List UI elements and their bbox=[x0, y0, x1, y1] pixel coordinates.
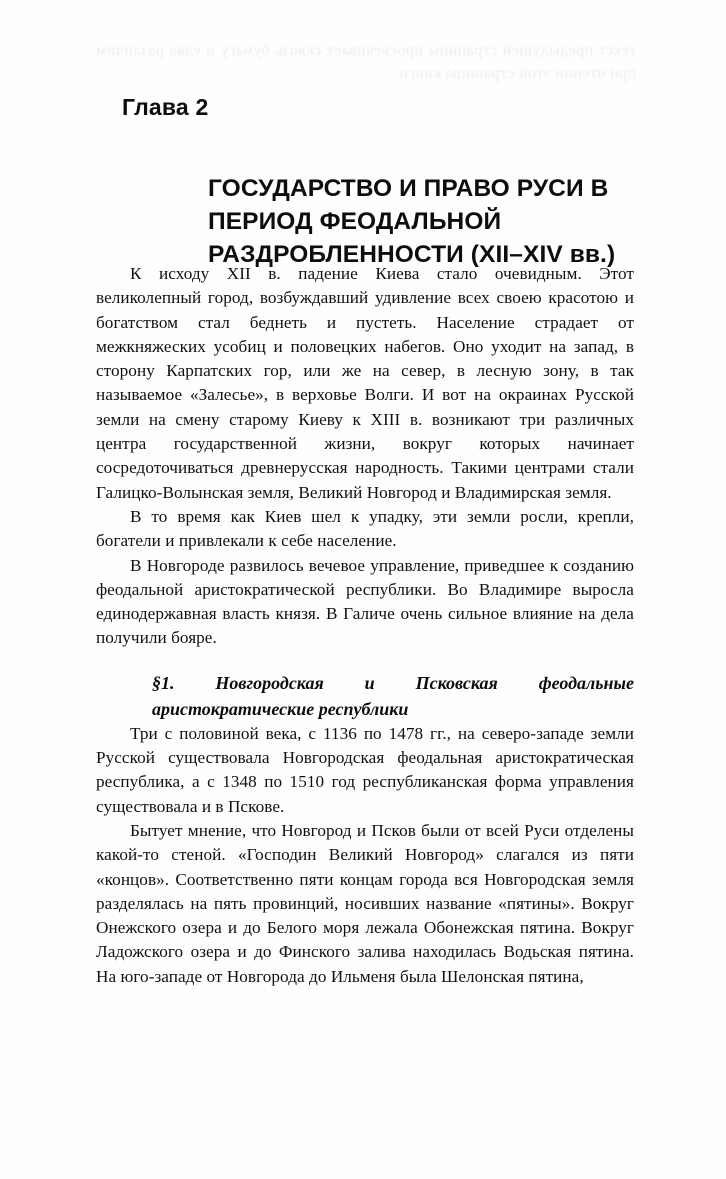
show-through-text: текст предыдущей страницы просвечивает сквозь бумагу и едва различим при чтении этой страницы книги bbox=[96, 42, 636, 82]
paragraph: В то время как Киев шел к упадку, эти земли росли, крепли, богатели и привлекали к себе население. bbox=[96, 506, 634, 551]
body-text bbox=[96, 262, 634, 989]
section-heading: §1. Новгородская и Псковская феодальные аристократические республики bbox=[152, 672, 634, 719]
chapter-label: Глава 2 bbox=[122, 94, 209, 120]
paragraph: В Новгороде развилось вечевое управление, приведшее к созданию феодальной аристократической республики. Во Владимире выросла единодержавная власть князя. В Галиче очень сильное влияние на дела получили бояре. bbox=[96, 555, 634, 648]
paragraph: К исходу XII в. падение Киева стало очевидным. Этот великолепный город, возбуждавший удивление всех своею красотою и богатством стал беднеть и пустеть. Население страдает от межкняжеских усобиц и половецких набегов. Оно уходит на запад, в сторону Карпатских гор, или же на север, в лесную зону, в так называемое «Залесье», в верховье Волги. И вот на окраинах Русской земли на смену старому Киеву к XIII в. возникают три различных центра государственной жизни, вокруг которых начинает сосредоточиваться древнерусская народность. Такими центрами стали Галицко-Волынская земля, Великий Новгород и Владимирская земля. bbox=[96, 264, 634, 502]
paragraph: Три с половиной века, с 1136 по 1478 гг., на северо-западе земли Русской существовала Новгородская феодальная аристократическая республика, а с 1348 по 1510 год республиканская форма управления существовала и в Пскове. bbox=[96, 723, 634, 816]
page-title: ГОСУДАРСТВО И ПРАВО РУСИ В ПЕРИОД ФЕОДАЛЬНОЙ РАЗДРОБЛЕННОСТИ (XII–XIV вв.) bbox=[208, 175, 616, 269]
paragraph: Бытует мнение, что Новгород и Псков были от всей Руси отделены какой-то стеной. «Господин Великий Новгород» слагался из пяти «концов». Соответственно пяти концам города вся Новгородская земля разделялась на пять провинций, носивших название «пятины». Вокруг Онежского озера и до Белого моря лежала Обонежская пятина. Вокруг Ладожского озера и до Финского залива находилась Водьская пятина. На юго-западе от Новгорода до Ильменя была Шелонская пятина, bbox=[96, 820, 634, 986]
